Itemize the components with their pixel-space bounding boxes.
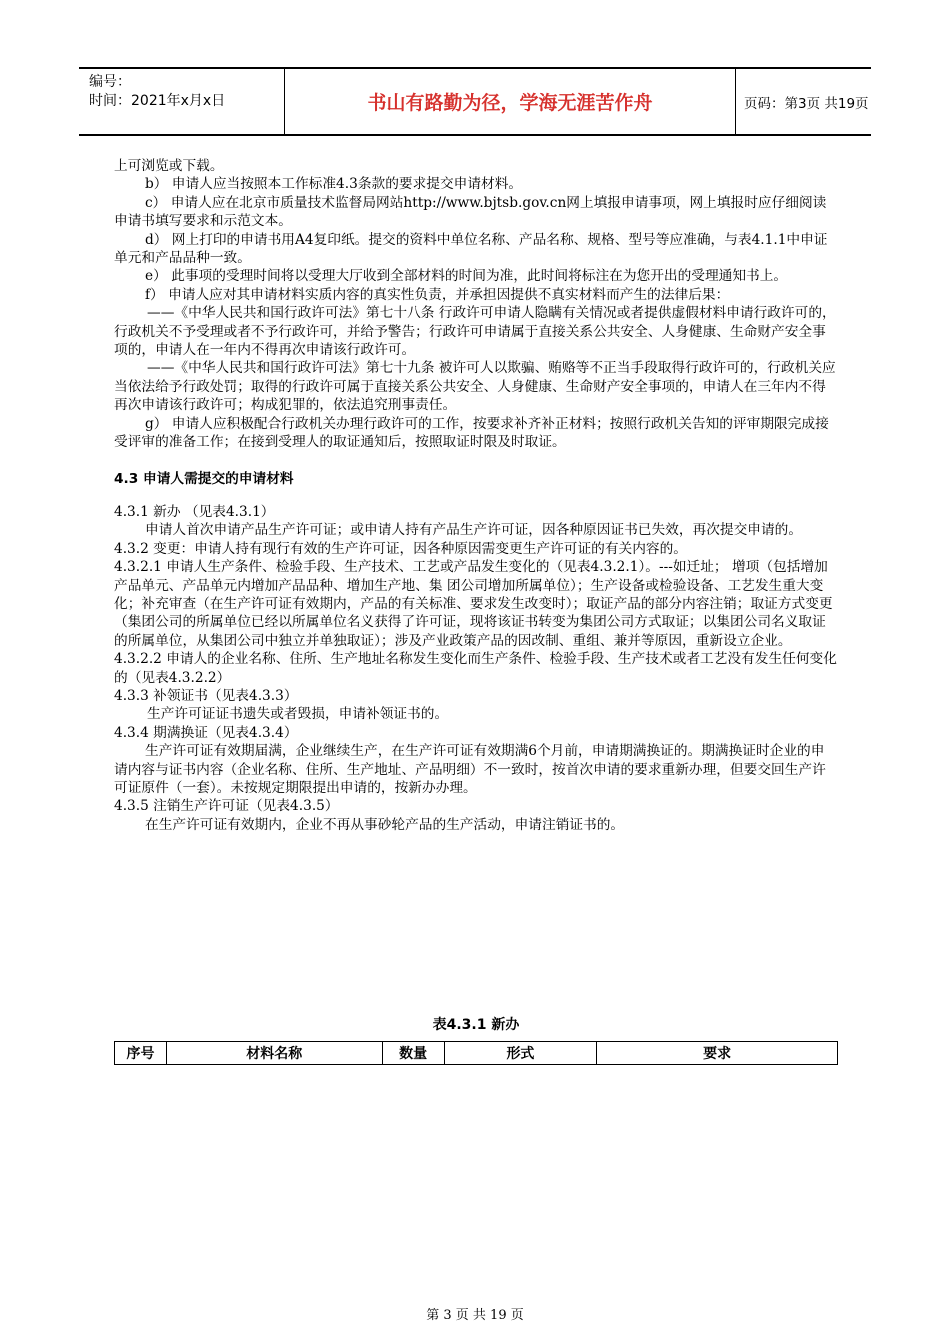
time-label: 时间：2021年x月x日 bbox=[89, 93, 226, 109]
paragraph: 4.3.2.1 申请人生产条件、检验手段、生产技术、工艺或产品发生变化的（见表4.3.2.1）。---如迁址； 增项（包括增加产品单元、产品单元内增加产品品种、增加生产地、集 团公司增加所属单位）；生产设备或检验设备、工艺发生重大变化；补充审查（在生产许可证有效期内，产品的有关标准、要求发生改变时）；取证产品的部分内容注销；取证方式变更（集团公司的所属单位已经以所属单位名义获得了许可证，现将该证书转变为集团公司方式取证；以集团公司名义取证的所属单位，从集团公司中独立并单独取证）；涉及产业政策产品的因改制、重组、兼并等原因，重新设立企业。 bbox=[114, 559, 833, 649]
header-band bbox=[79, 67, 871, 136]
document-body bbox=[114, 157, 838, 834]
col-material-name: 材料名称 bbox=[166, 1042, 382, 1065]
paragraph: 生产许可证证书遗失或者毁损，申请补领证书的。 bbox=[147, 706, 449, 723]
materials-table bbox=[114, 1041, 838, 1065]
paragraph: d） 网上打印的申请书用A4复印纸。提交的资料中单位名称、产品名称、规格、型号等应准确，与表4.1.1中申证单元和产品品种一致。 bbox=[114, 231, 828, 267]
header-page-info: 页码：第3页 共19页 bbox=[744, 95, 869, 112]
header-motto: 书山有路勤为径，学海无涯苦作舟 bbox=[284, 69, 736, 134]
col-form: 形式 bbox=[444, 1042, 597, 1065]
paragraph: 生产许可证有效期届满，企业继续生产，在生产许可证有效期满6个月前，申请期满换证的。期满换证时企业的申请内容与证书内容（企业名称、住所、生产地址、产品明细）不一致时，按首次申请的要求重新办理，但要交回生产许可证原件（一套）。未按规定期限提出申请的，按新办办理。 bbox=[114, 743, 826, 796]
paragraph: 4.3.3 补领证书（见表4.3.3） bbox=[114, 687, 298, 704]
paragraph: 在生产许可证有效期内，企业不再从事砂轮产品的生产活动，申请注销证书的。 bbox=[145, 816, 625, 833]
paragraph: g） 申请人应积极配合行政机关办理行政许可的工作，按要求补齐补正材料；按照行政机关告知的评审期限完成接受评审的准备工作；在接到受理人的取证通知后，按照取证时限及时取证。 bbox=[114, 415, 829, 451]
paragraph: 4.3.1 新办 （见表4.3.1） bbox=[114, 503, 275, 520]
table-caption: 表4.3.1 新办 bbox=[432, 1017, 520, 1033]
col-index: 序号 bbox=[115, 1042, 167, 1065]
paragraph: b） 申请人应当按照本工作标准4.3条款的要求提交申请材料。 bbox=[145, 176, 523, 193]
paragraph: c） 申请人应在北京市质量技术监督局网站http://www.bjtsb.gov.cn网上填报申请事项，网上填报时应仔细阅读申请书填写要求和示范文本。 bbox=[114, 194, 827, 230]
number-label: 编号： bbox=[89, 74, 131, 90]
paragraph: f） 申请人应对其申请材料实质内容的真实性负责，并承担因提供不真实材料而产生的法律后果： bbox=[145, 286, 730, 303]
col-requirements: 要求 bbox=[597, 1042, 838, 1065]
paragraph: e） 此事项的受理时间将以受理大厅收到全部材料的时间为准，此时间将标注在为您开出的受理通知书上。 bbox=[145, 268, 788, 285]
col-quantity: 数量 bbox=[382, 1042, 444, 1065]
header-meta bbox=[79, 69, 284, 134]
paragraph: ——《中华人民共和国行政许可法》第七十八条 行政许可申请人隐瞒有关情况或者提供虚假材料申请行政许可的，行政机关不予受理或者不予行政许可，并给予警告；行政许可申请属于直接关系公共安全、人身健康、生命财产安全事项的，申请人在一年内不得再次申请该行政许可。 bbox=[114, 305, 836, 359]
paragraph: 4.3.2.2 申请人的企业名称、住所、生产地址名称发生变化而生产条件、检验手段、生产技术或者工艺没有发生任何变化的（见表4.3.2.2） bbox=[114, 651, 837, 686]
paragraph: ——《中华人民共和国行政许可法》第七十九条 被许可人以欺骗、贿赂等不正当手段取得行政许可的，行政机关应当依法给予行政处罚；取得的行政许可属于直接关系公共安全、人身健康、生命财产安全事项的，申请人在三年内不得再次申请该行政许可；构成犯罪的，依法追究刑事责任。 bbox=[114, 360, 836, 414]
paragraph: 申请人首次申请产品生产许可证；或申请人持有产品生产许可证，因各种原因证书已失效，再次提交申请的。 bbox=[145, 522, 803, 539]
paragraph: 4.3.4 期满换证（见表4.3.4） bbox=[114, 724, 298, 741]
page-footer: 第 3 页 共 19 页 bbox=[426, 1308, 524, 1323]
table-header-row bbox=[115, 1042, 838, 1065]
section-heading: 4.3 申请人需提交的申请材料 bbox=[114, 470, 294, 487]
paragraph: 4.3.2 变更：申请人持有现行有效的生产许可证，因各种原因需变更生产许可证的有关内容的。 bbox=[114, 540, 687, 557]
paragraph: 4.3.5 注销生产许可证（见表4.3.5） bbox=[114, 798, 339, 815]
paragraph: 上可浏览或下载。 bbox=[114, 158, 224, 174]
